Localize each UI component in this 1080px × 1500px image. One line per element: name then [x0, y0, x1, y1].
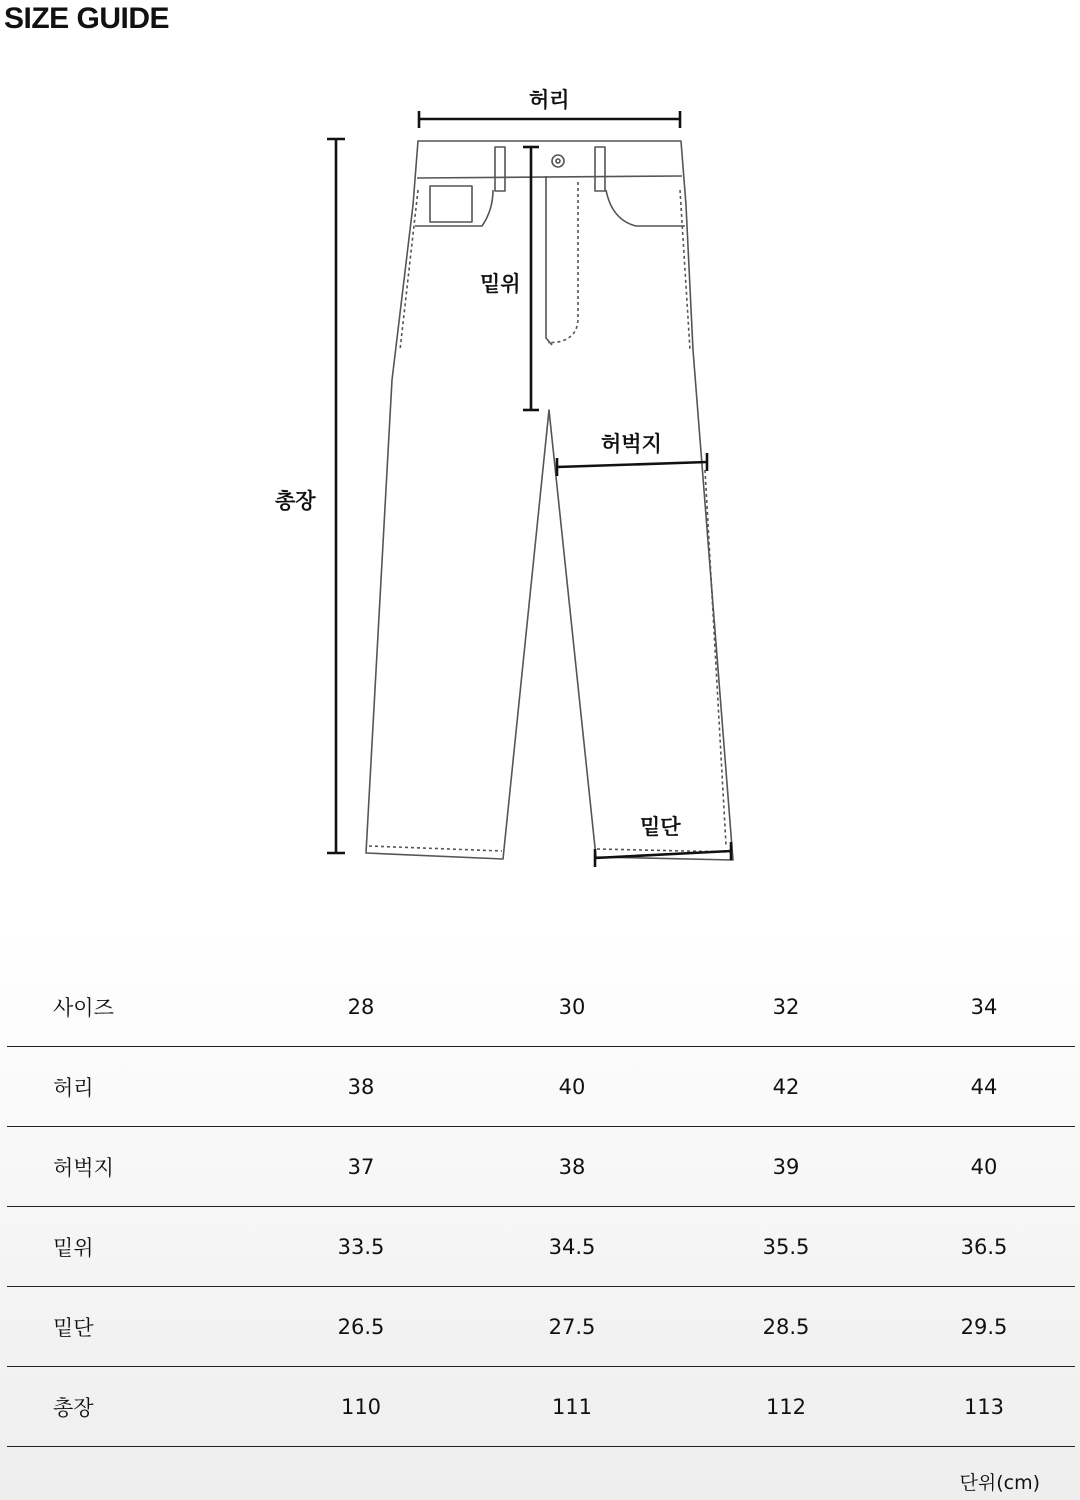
- table-cell: 42: [679, 1047, 893, 1127]
- waist-button: [552, 155, 564, 167]
- table-cell: 111: [465, 1367, 679, 1447]
- table-cell: 29.5: [893, 1287, 1075, 1367]
- table-row: [7, 1207, 1075, 1287]
- table-cell: 34.5: [465, 1207, 679, 1287]
- table-cell: 44: [893, 1047, 1075, 1127]
- unit-note: 단위(cm): [959, 1472, 1040, 1494]
- pants-outline: [366, 141, 733, 860]
- table-cell: 112: [679, 1367, 893, 1447]
- pocket-right: [606, 190, 685, 226]
- belt-loop-left: [495, 147, 505, 191]
- thigh-measure-line: [557, 462, 707, 467]
- table-row-label: 사이즈: [7, 967, 257, 1047]
- fly-stitch: [548, 182, 578, 343]
- label-waist: 허리: [529, 88, 570, 112]
- label-hem: 밑단: [640, 815, 681, 839]
- table-size-cell: 30: [465, 967, 679, 1047]
- table-row: [7, 1127, 1075, 1207]
- table-size-cell: 28: [257, 967, 465, 1047]
- table-size-cell: 34: [893, 967, 1075, 1047]
- hem-measure-line: [595, 851, 731, 858]
- table-cell: 35.5: [679, 1207, 893, 1287]
- table-cell: 33.5: [257, 1207, 465, 1287]
- table-row-label: 밑위: [7, 1207, 257, 1287]
- page-title: SIZE GUIDE: [4, 2, 170, 35]
- table-row-label: 총장: [7, 1367, 257, 1447]
- table-cell: 110: [257, 1367, 465, 1447]
- table-cell: 27.5: [465, 1287, 679, 1367]
- label-thigh: 허벅지: [601, 432, 662, 456]
- table-cell: 36.5: [893, 1207, 1075, 1287]
- pocket-left: [415, 190, 493, 226]
- table-cell: 40: [465, 1047, 679, 1127]
- table-row-label: 밑단: [7, 1287, 257, 1367]
- table-cell: 28.5: [679, 1287, 893, 1367]
- table-cell: 113: [893, 1367, 1075, 1447]
- table-row-label: 허리: [7, 1047, 257, 1127]
- table-cell: 38: [465, 1127, 679, 1207]
- belt-loop-right: [595, 147, 605, 191]
- table-cell: 40: [893, 1127, 1075, 1207]
- table-size-cell: 32: [679, 967, 893, 1047]
- table-row: [7, 1047, 1075, 1127]
- table-row: [7, 1287, 1075, 1367]
- label-rise: 밑위: [480, 272, 521, 296]
- fly-line: [546, 176, 552, 345]
- label-total-length: 총장: [275, 489, 316, 513]
- table-header-row: [7, 967, 1075, 1047]
- coin-pocket: [430, 186, 472, 222]
- table-cell: 37: [257, 1127, 465, 1207]
- table-cell: 26.5: [257, 1287, 465, 1367]
- size-table: [7, 967, 1075, 1447]
- table-cell: 39: [679, 1127, 893, 1207]
- table-cell: 38: [257, 1047, 465, 1127]
- table-row: [7, 1367, 1075, 1447]
- table-row-label: 허벅지: [7, 1127, 257, 1207]
- waistband-line: [417, 176, 682, 178]
